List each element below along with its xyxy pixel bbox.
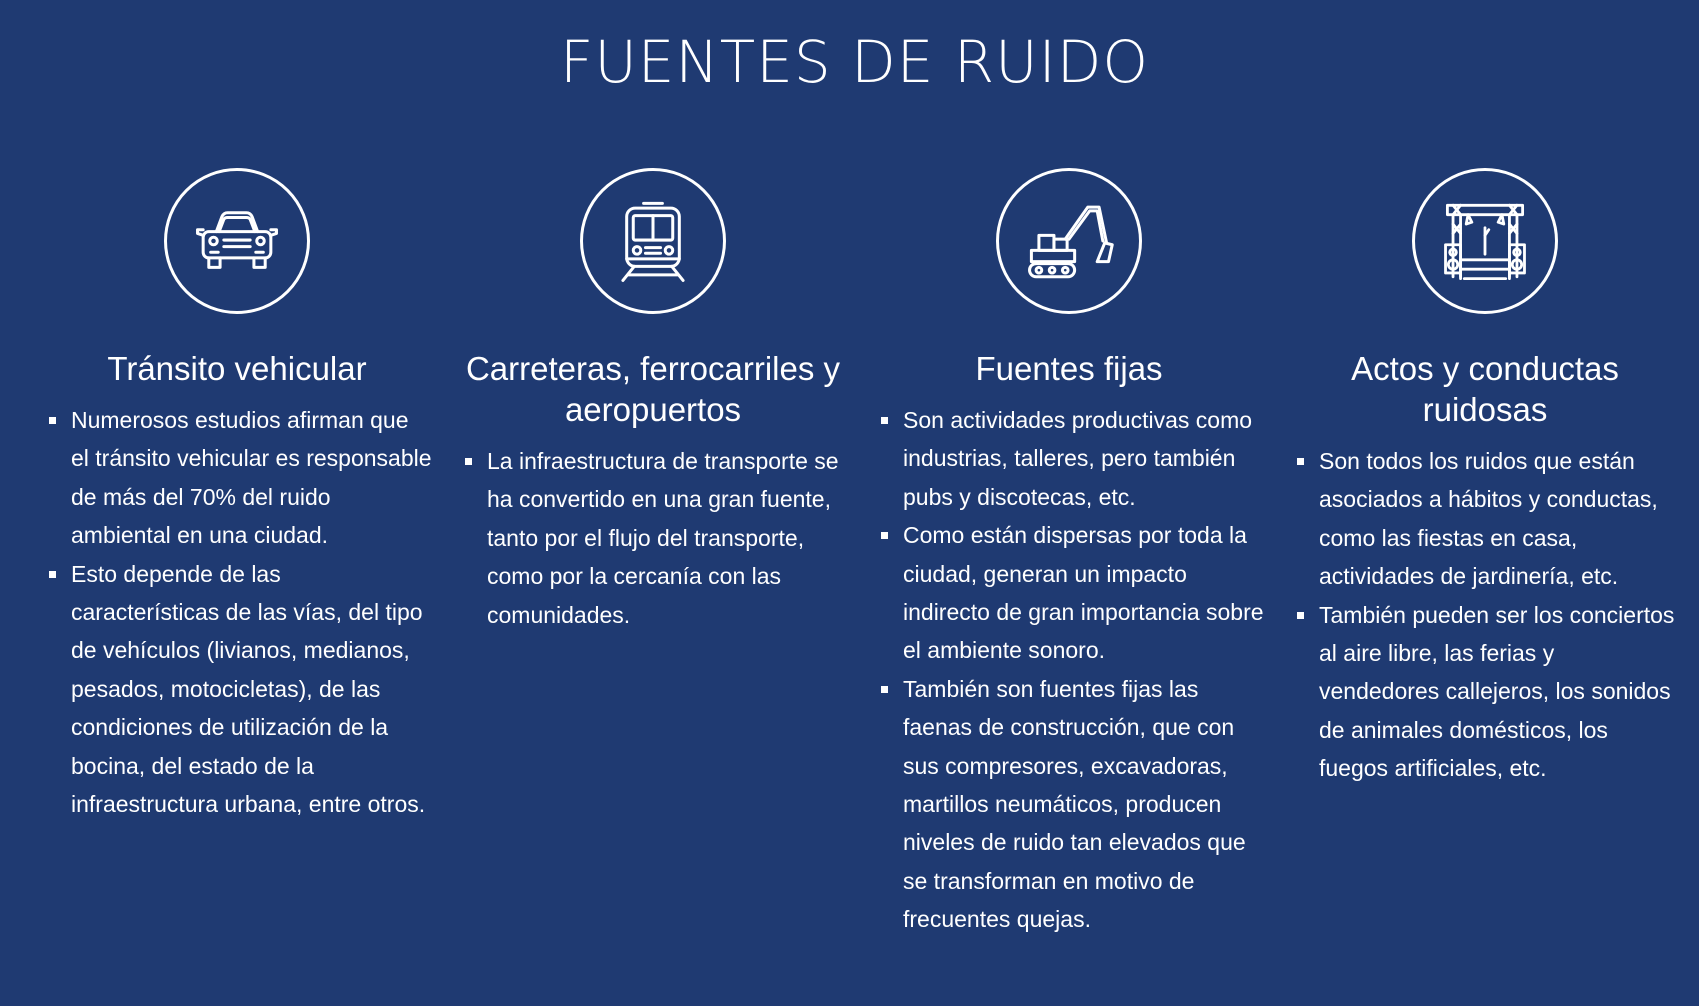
list-item: Esto depende de las características de las vías, del tipo de vehículos (livianos, medianos, pesados, motocicletas), de las condiciones de utilización de la bocina, del estado de la infraestructura urbana, entre otros. [42, 555, 432, 824]
list-item: La infraestructura de transporte se ha convertido en una gran fuente, tanto por el flujo del transporte, como por la cercanía con las comunidades. [458, 442, 848, 634]
bullet-list [1290, 442, 1680, 788]
card-title: Carreteras, ferrocarriles y aeropuertos [465, 350, 841, 428]
list-item: Son todos los ruidos que están asociados a hábitos y conductas, como las fiestas en casa, actividades de jardinería, etc. [1290, 442, 1680, 596]
list-item: También son fuentes fijas las faenas de construcción, que con sus compresores, excavadoras, martillos neumáticos, producen niveles de ruido tan elevados que se transforman en motivo de frecuentes quejas. [874, 670, 1264, 939]
card-title: Actos y conductas ruidosas [1351, 350, 1619, 428]
bullet-list [42, 401, 432, 823]
noise-source-card-behaviors [1290, 168, 1680, 788]
noise-source-card-traffic [42, 168, 432, 823]
car-icon [164, 168, 310, 314]
concert-stage-icon [1412, 168, 1558, 314]
noise-source-card-transport [458, 168, 848, 634]
noise-source-card-fixed [874, 168, 1264, 939]
bullet-list [458, 442, 848, 634]
page-title: FUENTES DE RUIDO [559, 28, 1150, 96]
excavator-icon [996, 168, 1142, 314]
list-item: Son actividades productivas como industrias, talleres, pero también pubs y discotecas, etc. [874, 401, 1264, 516]
list-item: Numerosos estudios afirman que el tránsito vehicular es responsable de más del 70% del ruido ambiental en una ciudad. [42, 401, 432, 555]
list-item: Como están dispersas por toda la ciudad, generan un impacto indirecto de gran importancia sobre el ambiente sonoro. [874, 516, 1264, 670]
train-icon [580, 168, 726, 314]
list-item: También pueden ser los conciertos al aire libre, las ferias y vendedores callejeros, los sonidos de animales domésticos, los fuegos artificiales, etc. [1290, 596, 1680, 788]
card-title: Fuentes fijas [975, 350, 1163, 387]
card-title: Tránsito vehicular [107, 350, 367, 387]
bullet-list [874, 401, 1264, 939]
